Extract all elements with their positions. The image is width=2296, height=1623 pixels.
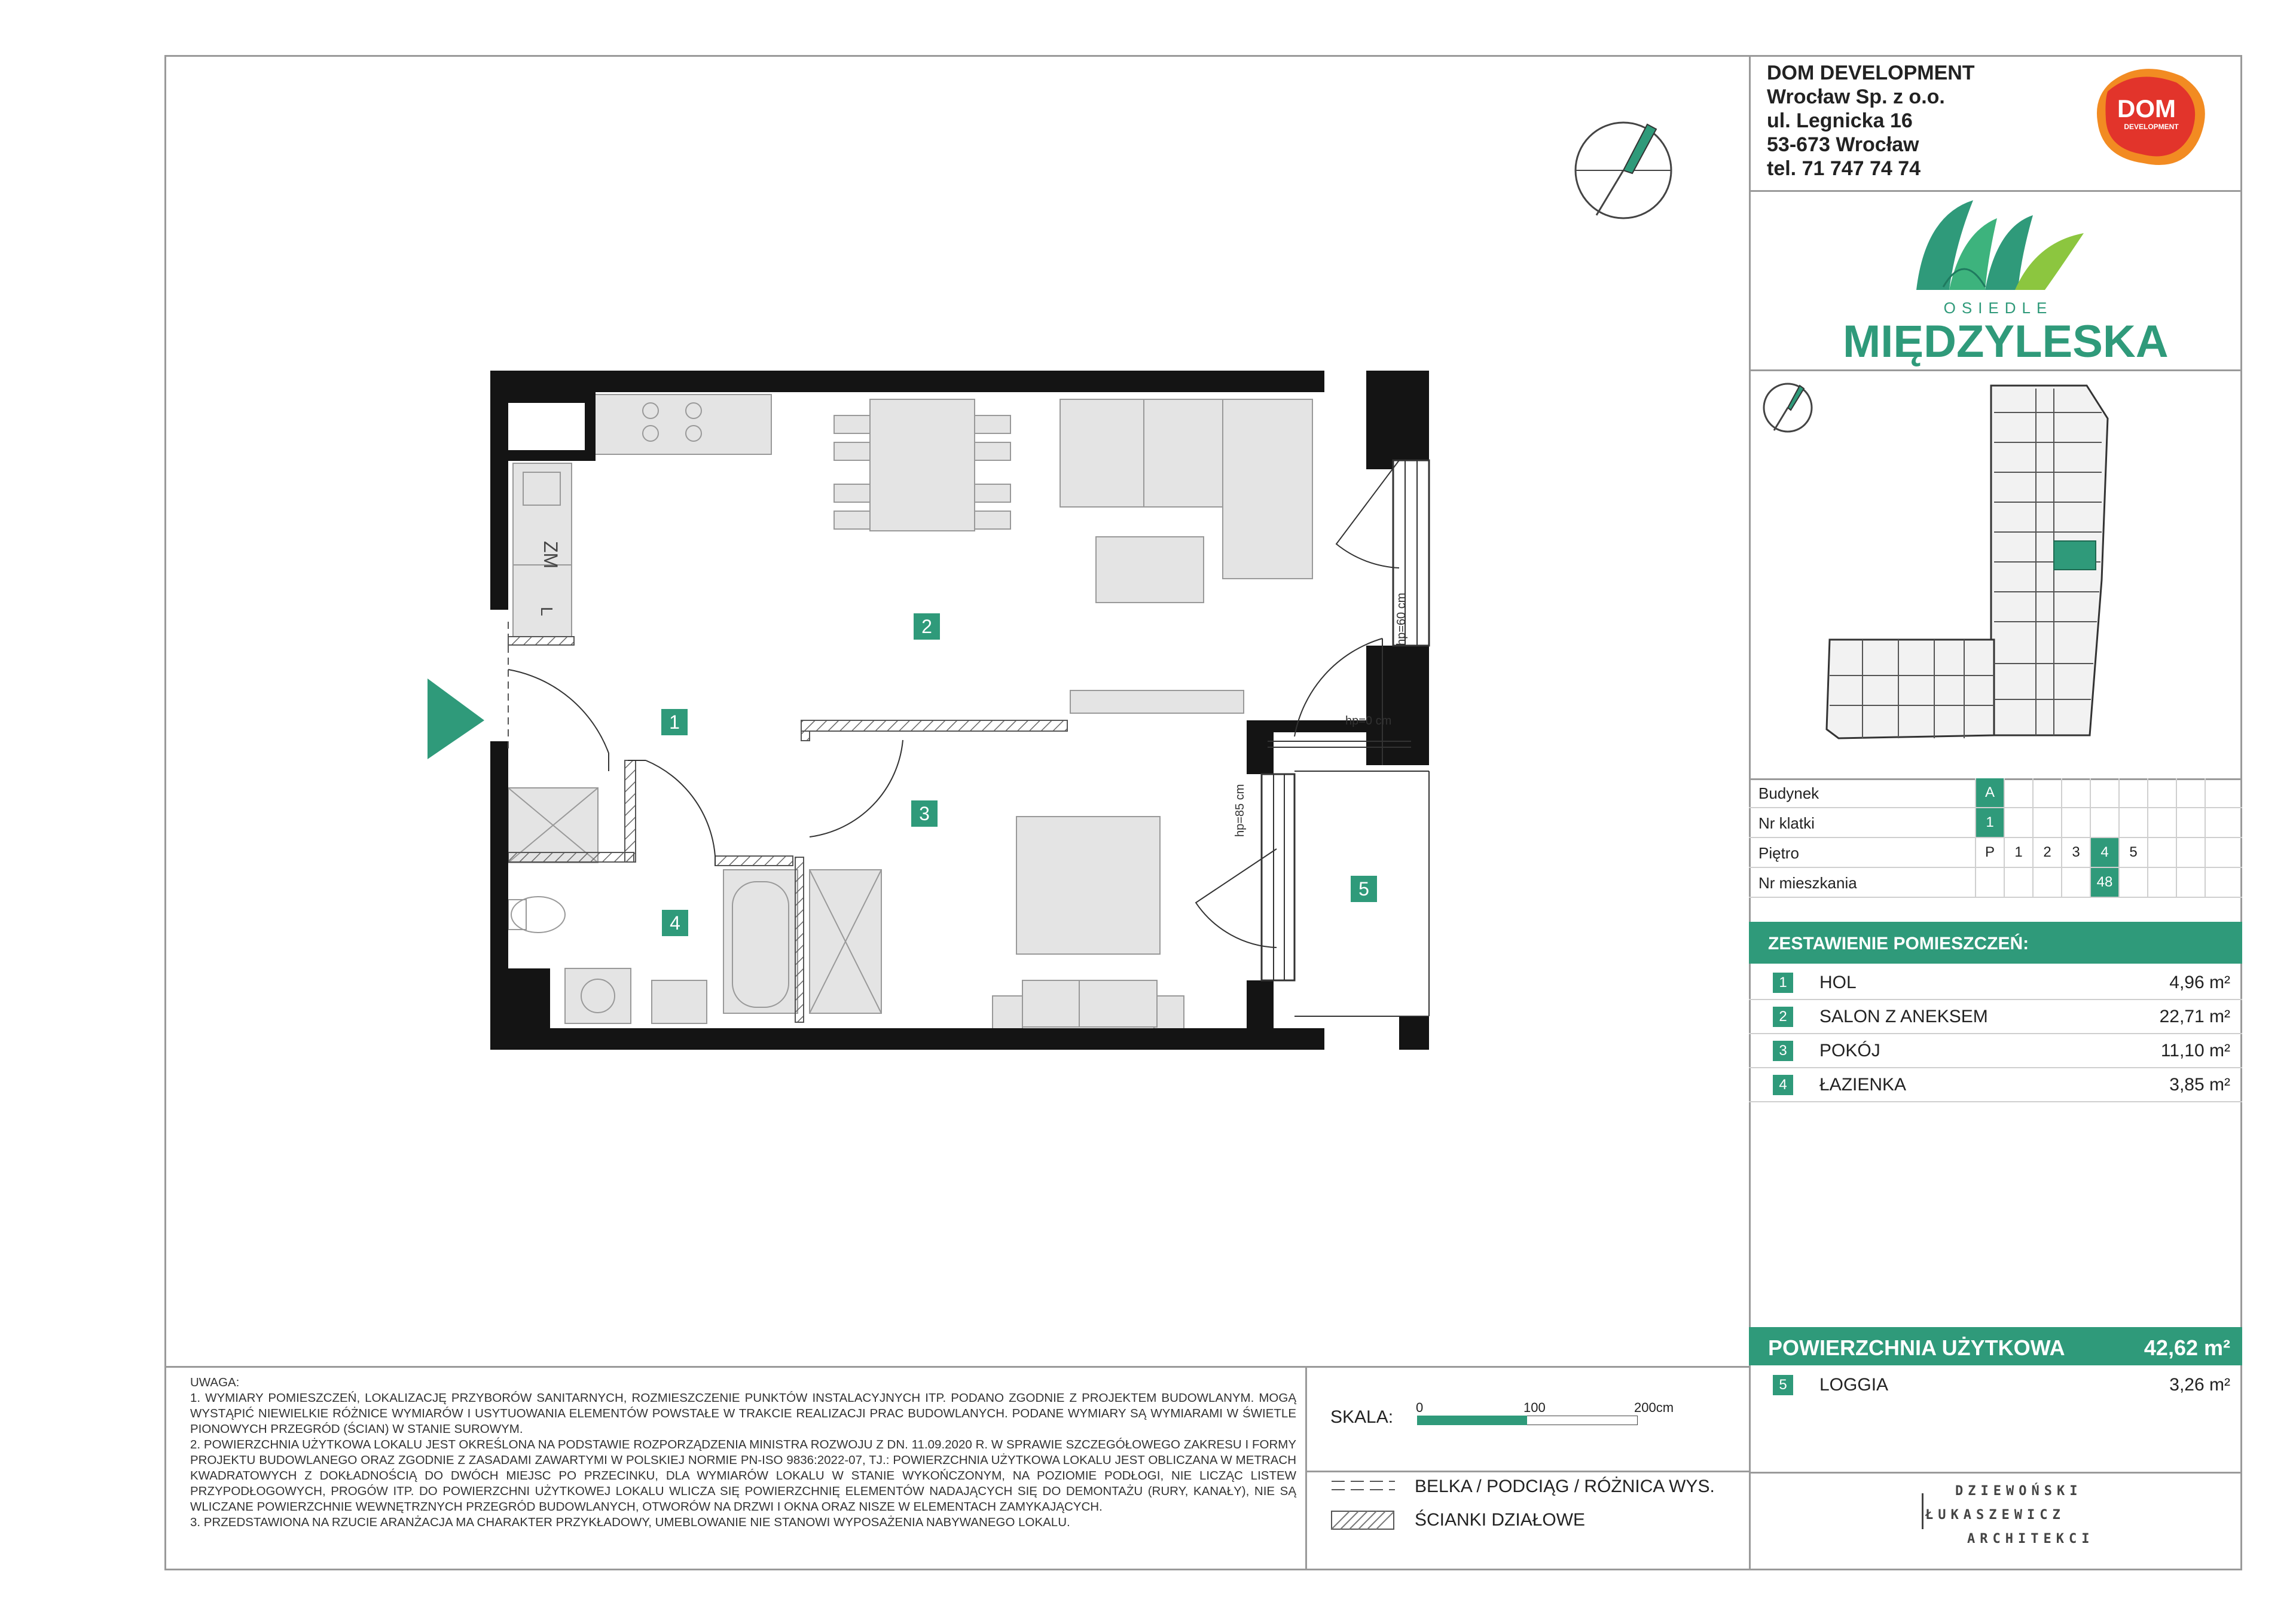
legend-beam-label: BELKA / PODCIĄG / RÓŻNICA WYS. <box>1415 1477 1715 1496</box>
table-cell <box>2118 808 2147 837</box>
usable-area-value: 42,62 m² <box>2144 1335 2230 1360</box>
architect-line1: DZIEWOŃSKI <box>1955 1484 2083 1499</box>
table-cell: P <box>1975 838 2004 867</box>
table-cell <box>2004 808 2032 837</box>
scale-tick: 100 <box>1523 1400 1546 1415</box>
plan-room-label-5: 5 <box>1351 876 1377 902</box>
loggia-area: 3,26 m² <box>2169 1375 2230 1395</box>
scale-tick: 200cm <box>1634 1400 1674 1415</box>
company-street: ul. Legnicka 16 <box>1767 109 1913 132</box>
table-cell <box>2118 868 2147 897</box>
company-city: 53-673 Wrocław <box>1767 133 1919 156</box>
divider-scale <box>1305 1366 1307 1570</box>
room-number: 1 <box>1773 973 1793 993</box>
table-row-staircase <box>1749 808 2242 838</box>
table-cell <box>2004 778 2032 807</box>
table-cell <box>2032 868 2061 897</box>
company-info <box>1767 61 1975 181</box>
table-cell <box>2032 808 2061 837</box>
room-number: 2 <box>1773 1007 1793 1027</box>
room-area: 22,71 m² <box>2159 1007 2230 1026</box>
plan-room-label-3: 3 <box>911 800 938 827</box>
divider-scale-legend <box>1306 1471 1749 1472</box>
table-cell <box>2205 808 2233 837</box>
room-row <box>1749 1068 2242 1102</box>
company-line2: Wrocław Sp. z o.o. <box>1767 85 1945 108</box>
room-row <box>1749 1034 2242 1068</box>
scale-bar-empty <box>1527 1416 1638 1425</box>
hp60-annotation: hp=60 cm <box>1395 592 1408 646</box>
table-cell: A <box>1975 778 2004 807</box>
table-cell <box>2032 778 2061 807</box>
table-cell <box>2176 868 2205 897</box>
table-row-floor <box>1749 838 2242 868</box>
table-cell <box>2147 808 2176 837</box>
row-label: Budynek <box>1758 784 1819 802</box>
table-cell <box>2147 868 2176 897</box>
table-row-apartment <box>1749 868 2242 898</box>
note-item: 1. WYMIARY POMIESZCZEŃ, LOKALIZACJĘ PRZYBORÓW SANITARNYCH, ROZMIESZCZENIE PUNKTÓW INSTALACYJNYCH ITP. PODANO ZGODNIE Z PROJEKTEM BUDOWLANYM. MOGĄ WYSTĄPIĆ NIEWIELKIE RÓŻNICE WYMIARÓW I USYTUOWANIA ELEMENTÓW POWSTAŁE W TRAKCIE REALIZACJI PRAC BUDOWLANYCH. PODANE WYMIARY SĄ WYMIARAMI W ŚWIETLE PIONOWYCH PRZEGRÓD (ŚCIAN) W STANIE SUROWYM. <box>190 1391 1296 1436</box>
rooms-heading-text: ZESTAWIENIE POMIESZCZEŃ: <box>1768 934 2029 953</box>
room-area: 11,10 m² <box>2160 1041 2230 1060</box>
scale-tick: 0 <box>1416 1400 1424 1415</box>
table-cell <box>1975 868 2004 897</box>
architect-logo <box>1919 1481 2095 1553</box>
table-cell <box>2205 778 2233 807</box>
rooms-heading <box>1749 922 2242 964</box>
plan-room-label-2: 2 <box>914 613 940 640</box>
usable-area-label: POWIERZCHNIA UŻYTKOWA <box>1768 1335 2065 1360</box>
plan-room-label-4: 4 <box>662 910 688 936</box>
room-name: POKÓJ <box>1819 1041 1880 1060</box>
entrance-arrow-icon <box>428 678 484 759</box>
architect-logo-bar <box>1922 1493 1923 1529</box>
scale-bar-filled <box>1417 1416 1527 1425</box>
divider-notes <box>164 1366 1750 1368</box>
table-cell <box>2061 778 2090 807</box>
room-name: ŁAZIENKA <box>1819 1075 1907 1095</box>
table-cell <box>2004 868 2032 897</box>
table-cell <box>2061 868 2090 897</box>
divider-loggia <box>1749 1472 2242 1474</box>
loggia-row <box>1749 1368 2242 1401</box>
loggia-name: LOGGIA <box>1819 1375 1889 1395</box>
note-item: 2. POWIERZCHNIA UŻYTKOWA LOKALU JEST OKREŚLONA NA PODSTAWIE ROZPORZĄDZENIA MINISTRA ROZWOJU Z DN. 11.09.2020 R. W SPRAWIE SZCZEGÓŁOWEGO ZAKRESU I FORMY PROJEKTU BUDOWLANEGO ORAZ ZGODNIE Z ZASADAMI ZAWARTYMI W POLSKIEJ NORMIE PN-ISO 9836:2022-07, TJ.: POWIERZCHNIA UŻYTKOWA LOKALU JEST OBLICZANA W METRACH KWADRATOWYCH Z DOKŁADNOŚCIĄ DO DWÓCH MIEJSC PO PRZECINKU, DLA WYMIARÓW LOKALU W STANIE WYKOŃCZONYM, NA POZIOMIE PODŁOGI, NIE LICZĄC LISTEW PRZYPODŁOGOWYCH, PROGÓW ITP. DO POWIERZCHNI UŻYTKOWEJ LOKALU WLICZA SIĘ POWIERZCHNIĘ ELEMENTÓW NADAJĄCYCH SIĘ DO DEMONTAŻU (RURY, KANAŁY), NIE SĄ WLICZANE POWIERZCHNIE WEWNĘTRZNYCH PRZEGRÓD BUDOWLANYCH, OTWORÓW NA DRZWI I OKNA ORAZ NISZE W ELEMENTACH ZAMYKAJĄCYCH. <box>190 1438 1296 1514</box>
room-name: HOL <box>1819 973 1857 992</box>
hp0-annotation: hp=0 cm <box>1345 714 1392 728</box>
compass-icon <box>1573 120 1674 221</box>
table-cell <box>2176 838 2205 867</box>
table-cell <box>2176 808 2205 837</box>
company-name: DOM DEVELOPMENT <box>1767 62 1975 84</box>
note-item: 3. PRZEDSTAWIONA NA RZUCIE ARANŻACJA MA CHARAKTER PRZYKŁADOWY, UMEBLOWANIE NIE STANOWI WYPOSAŻENIA NABYWANEGO LOKALU. <box>190 1515 1070 1529</box>
table-cell <box>2090 808 2118 837</box>
table-cell <box>2118 778 2147 807</box>
company-phone: tel. 71 747 74 74 <box>1767 157 1921 180</box>
keyplan-unit-highlight <box>2054 541 2096 570</box>
keyplan-compass-icon <box>1764 384 1812 432</box>
hp85-annotation: hp=85 cm <box>1234 784 1247 837</box>
estate-name: MIĘDZYLESKA <box>1843 316 2169 367</box>
scale-label: SKALA: <box>1330 1407 1394 1427</box>
room-area: 3,85 m² <box>2169 1075 2230 1095</box>
dom-development-logo <box>2087 65 2212 172</box>
plan-room-label-1: 1 <box>661 709 688 735</box>
table-row-building <box>1749 778 2242 808</box>
table-cell: 5 <box>2118 838 2147 867</box>
notes-block <box>190 1375 1296 1530</box>
loggia-number: 5 <box>1773 1375 1793 1395</box>
estate-top-label: OSIEDLE <box>1943 299 2053 317</box>
table-cell: 4 <box>2090 838 2118 867</box>
logo-main-text: DOM <box>2117 94 2176 123</box>
row-label: Nr mieszkania <box>1758 874 1857 892</box>
usable-area-banner <box>1749 1327 2242 1365</box>
table-cell <box>2147 838 2176 867</box>
zm-label: ZM <box>540 541 561 569</box>
architect-line3: ARCHITEKCI <box>1967 1532 2095 1546</box>
building-key-plan <box>1755 377 2233 771</box>
table-cell: 2 <box>2032 838 2061 867</box>
table-cell <box>2205 868 2233 897</box>
legend-partitions-label: ŚCIANKI DZIAŁOWE <box>1415 1510 1586 1530</box>
room-area: 4,96 m² <box>2169 973 2230 992</box>
l-label: L <box>538 607 556 616</box>
table-cell <box>2061 808 2090 837</box>
table-cell <box>2205 838 2233 867</box>
row-label: Piętro <box>1758 844 1799 862</box>
table-cell: 48 <box>2090 868 2118 897</box>
notes-title: UWAGA: <box>190 1376 240 1389</box>
table-cell: 3 <box>2061 838 2090 867</box>
architect-line2: ŁUKASZEWICZ <box>1925 1508 2065 1523</box>
table-cell: 1 <box>2004 838 2032 867</box>
room-row <box>1749 1000 2242 1034</box>
table-cell <box>2090 778 2118 807</box>
divider-estate <box>1749 369 2242 371</box>
table-cell: 1 <box>1975 808 2004 837</box>
estate-leaf-logo <box>1907 191 2087 299</box>
room-row <box>1749 965 2242 1000</box>
room-number: 3 <box>1773 1041 1793 1061</box>
room-name: SALON Z ANEKSEM <box>1819 1007 1988 1026</box>
table-cell <box>2176 778 2205 807</box>
apartment-floor-plan <box>419 359 1471 1076</box>
logo-sub-text: DEVELOPMENT <box>2124 123 2179 131</box>
room-number: 4 <box>1773 1075 1793 1095</box>
row-label: Nr klatki <box>1758 814 1815 832</box>
legend-symbols <box>1330 1477 1396 1536</box>
table-cell <box>2147 778 2176 807</box>
